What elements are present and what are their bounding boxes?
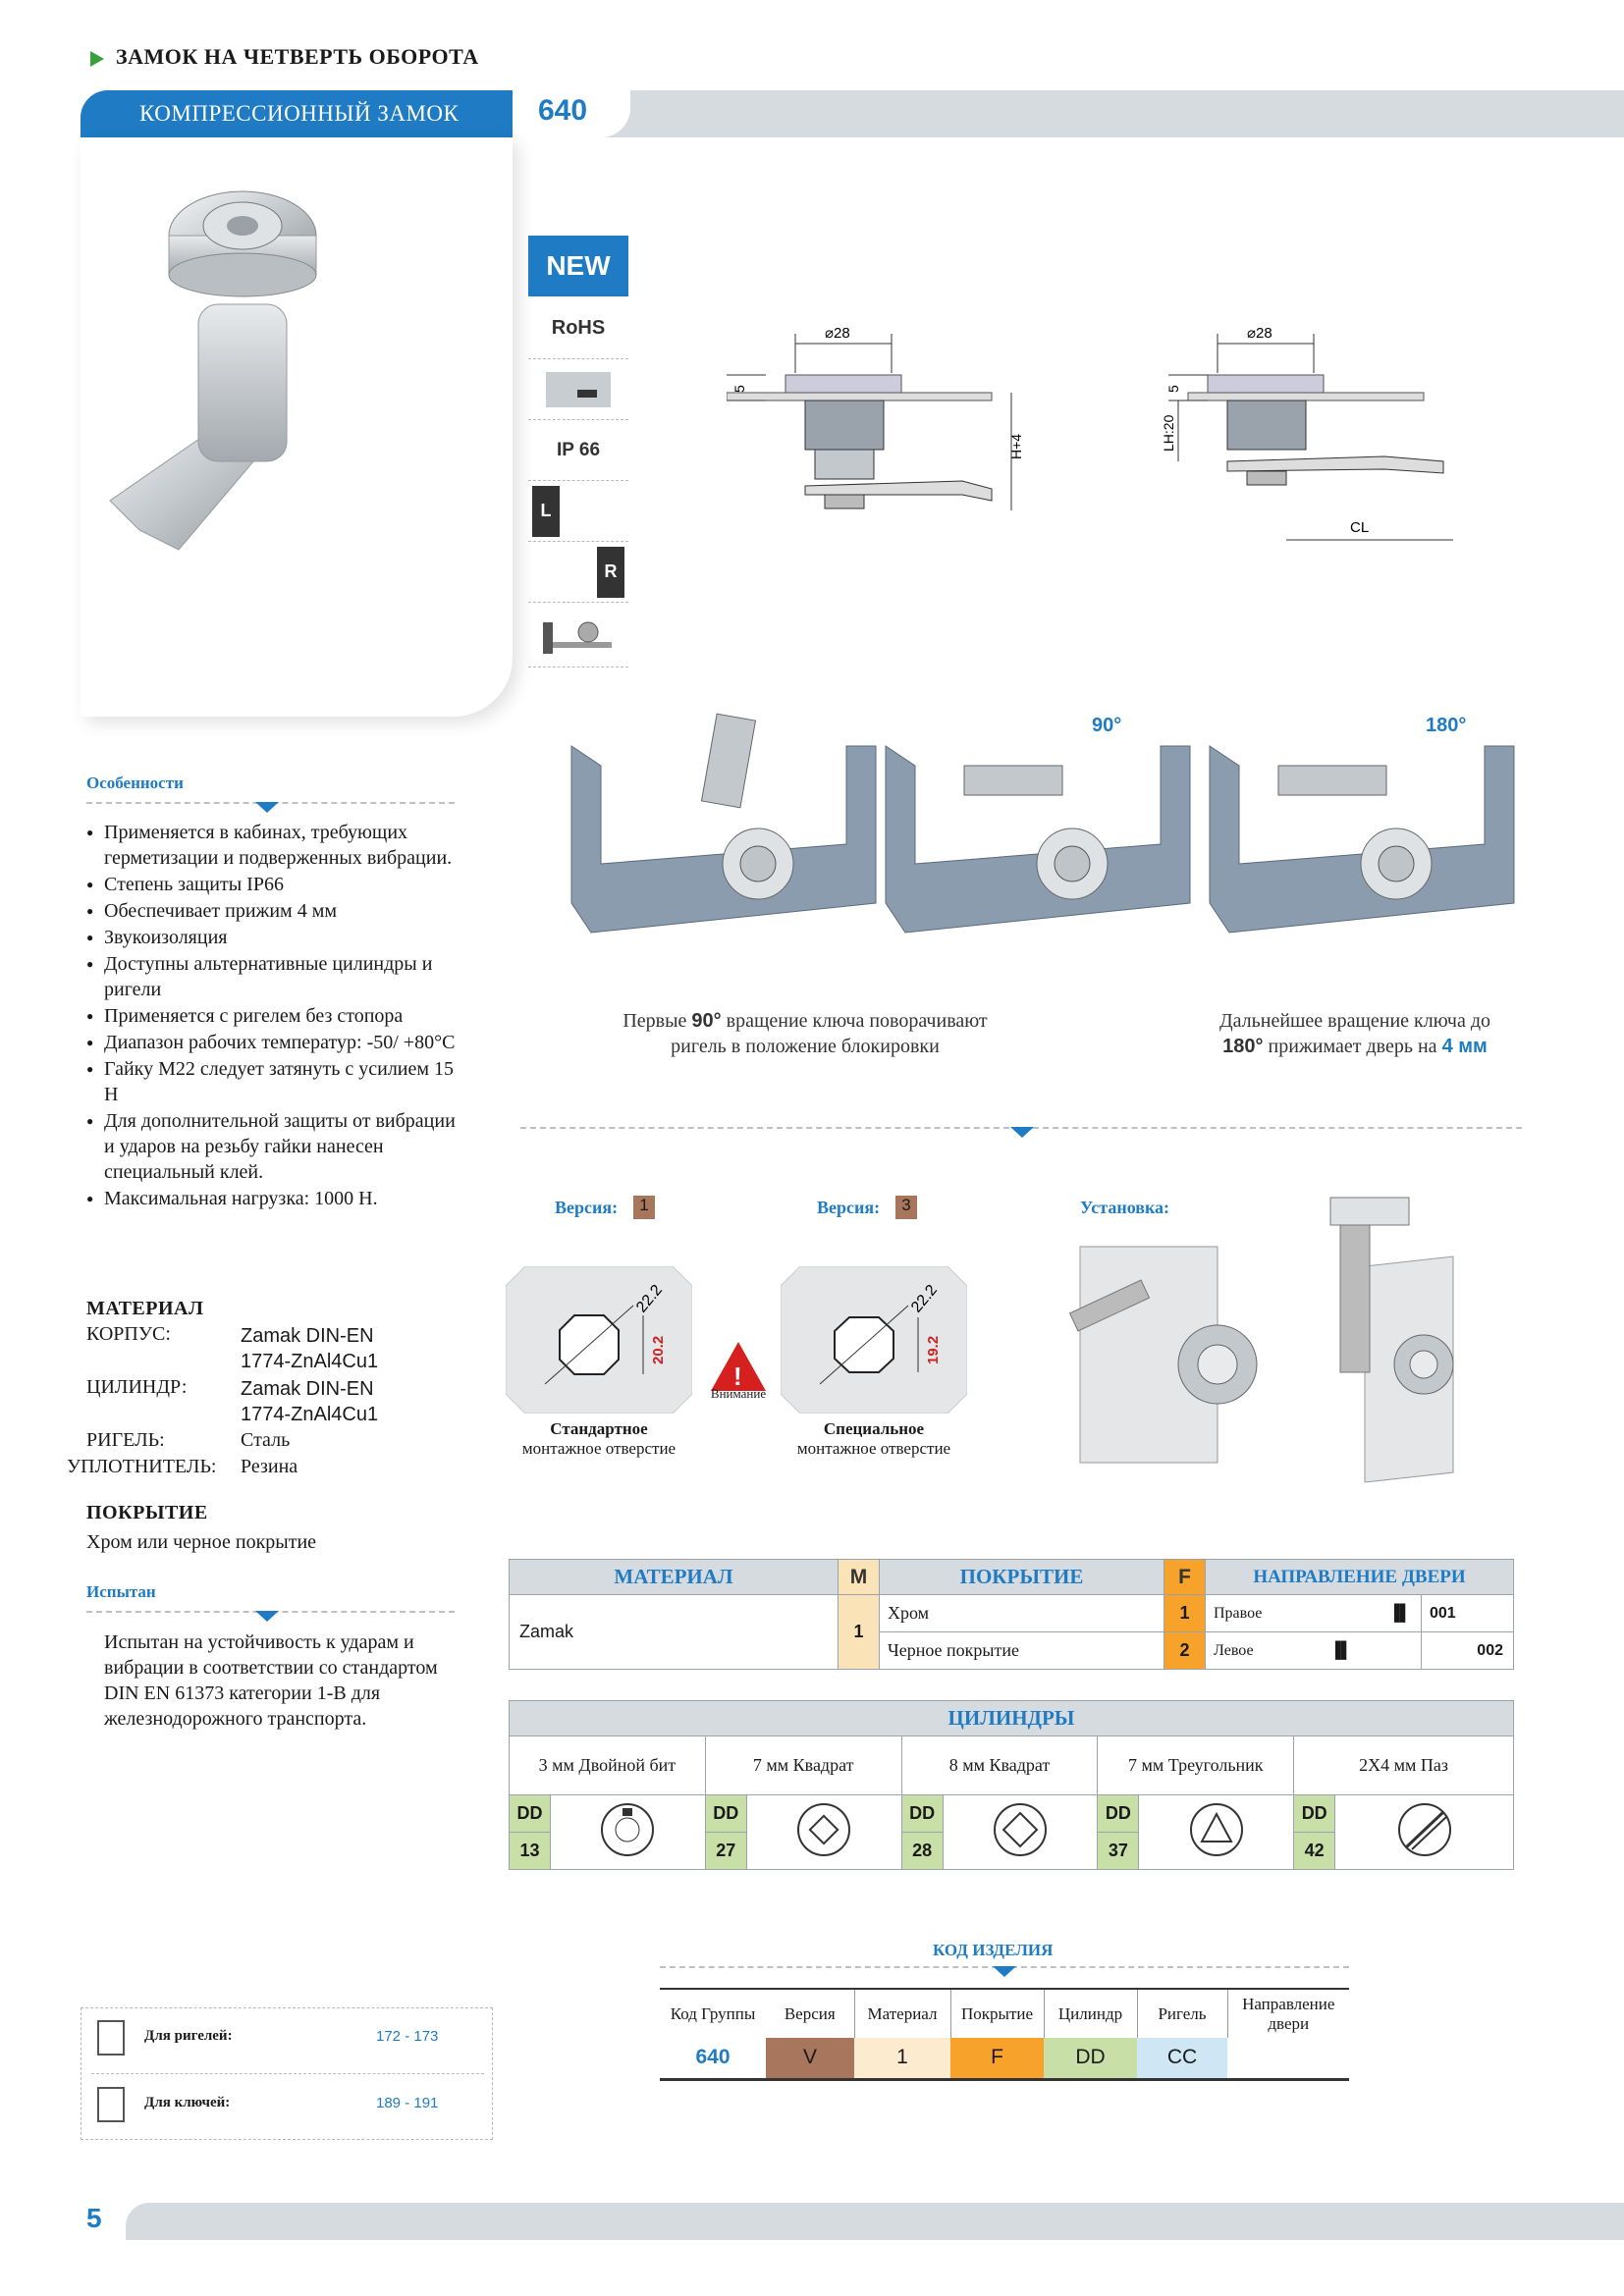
features-list xyxy=(86,820,460,1212)
cabinet-step-0 xyxy=(571,714,876,933)
compression-badge xyxy=(528,603,628,667)
cylinder-triangle-icon xyxy=(1139,1795,1294,1870)
feature-item: ● Применяется в кабинах, требующих герметизации и подверженных вибрации. xyxy=(86,820,460,871)
version1-label: Версия: xyxy=(555,1198,619,1217)
options-table xyxy=(509,1559,1514,1670)
feature-item: ● Максимальная нагрузка: 1000 Н. xyxy=(86,1186,460,1211)
hole2-dim-b: 19.2 xyxy=(925,1335,942,1364)
tested-list xyxy=(86,1629,455,1732)
reference-pages-link[interactable]: 189 - 191 xyxy=(376,2095,439,2111)
coating-text: Хром или черное покрытие xyxy=(86,1531,317,1553)
references-box xyxy=(81,2007,493,2140)
standard-hole-drawing xyxy=(506,1266,692,1414)
caption1-degree: 90° xyxy=(691,1010,722,1032)
tested-item: Испытан на устойчивость к ударам и вибрации в соответствии со стандартом DIN EN 61373 категории 1-B для железнодорожного транспорта. xyxy=(104,1631,438,1730)
door-code: 001 xyxy=(1422,1595,1514,1632)
cabinet-step-180 xyxy=(1210,746,1514,933)
standard-hole-sub: монтажное отверстие xyxy=(521,1439,677,1458)
document-icon xyxy=(97,2087,125,2122)
right-hand-badge xyxy=(528,542,628,603)
cylinder-code: 28 xyxy=(901,1833,943,1870)
feature-item: ● Применяется с ригелем без стопора xyxy=(86,1003,460,1029)
footer-bar xyxy=(126,2203,1624,2240)
tested-heading: Испытан xyxy=(86,1582,156,1601)
caption2-degree: 180° xyxy=(1222,1036,1264,1057)
document-icon xyxy=(97,2020,125,2056)
cylinder-double-bit-icon xyxy=(551,1795,706,1870)
svg-text:!: ! xyxy=(733,1362,742,1391)
cylinder-prefix: DD xyxy=(1098,1795,1139,1833)
cylinder-code: 27 xyxy=(705,1833,746,1870)
dimension-drawing-2 xyxy=(1149,314,1473,550)
reference-label: Для ригелей: xyxy=(144,2028,233,2044)
right-door-icon: ▐▌ xyxy=(1388,1604,1411,1622)
ip66-icon: IP 66 xyxy=(556,439,601,460)
lh-label: LH:20 xyxy=(1161,414,1176,452)
feature-item: ● Для дополнительной защиты от вибрации и ударов на резьбу гайки нанесен специальный клей. xyxy=(86,1108,460,1185)
version3-label: Версия: xyxy=(817,1198,881,1217)
rotation-caption-1: Первые 90° вращение ключа поворачивают ригель в положение блокировки xyxy=(623,1010,988,1057)
coating-heading: ПОКРЫТИЕ xyxy=(86,1502,208,1523)
thickness-label-2: 5 xyxy=(1165,385,1181,393)
caption2-mm: 4 мм xyxy=(1441,1036,1488,1057)
thickness-label-1: 5 xyxy=(731,385,747,393)
divider-rotation-marker-icon xyxy=(1010,1127,1034,1138)
product-code-heading: КОД ИЗДЕЛИЯ xyxy=(933,1941,1054,1959)
cl-label: CL xyxy=(1350,519,1370,536)
code-header: Материал xyxy=(854,1989,950,2038)
cylinder-prefix: DD xyxy=(901,1795,943,1833)
feature-item: ● Гайку М22 следует затянуть с усилием 15 Н xyxy=(86,1056,460,1107)
cylinder-square8-icon xyxy=(943,1795,1098,1870)
code-header: Код Группы xyxy=(670,2003,756,2023)
references-divider xyxy=(91,2073,484,2074)
features-heading: Особенности xyxy=(86,774,184,792)
version3-number: 3 xyxy=(895,1196,917,1219)
code-header: Версия xyxy=(784,2003,836,2023)
product-name-banner xyxy=(81,90,513,137)
cylinder-prefix: DD xyxy=(510,1795,551,1833)
height-label: H+4 xyxy=(1008,433,1024,459)
cylinder-name: 3 мм Двойной бит xyxy=(510,1736,706,1795)
feature-item: ● Обеспечивает прижим 4 мм xyxy=(86,898,460,924)
rohs-badge xyxy=(528,298,628,359)
m-col-header: M xyxy=(839,1560,880,1595)
compression-icon xyxy=(539,613,618,658)
product-photo-card xyxy=(81,137,513,717)
product-code-marker-icon xyxy=(993,1966,1016,1977)
cylinder-slot-icon xyxy=(1335,1795,1514,1870)
code-header: Покрытие xyxy=(950,1989,1044,2038)
rotation-90-icon: 90° xyxy=(1092,715,1122,736)
left-door-icon: ▐▌ xyxy=(1329,1641,1352,1659)
door-name: Левое ▐▌ xyxy=(1206,1632,1422,1670)
code-value-material: 1 xyxy=(854,2038,950,2079)
dimension-drawing-1 xyxy=(727,314,1110,530)
cylinders-table xyxy=(509,1700,1514,1870)
cylinder-name: 7 мм Треугольник xyxy=(1098,1736,1294,1795)
coating-code: 2 xyxy=(1164,1632,1206,1670)
new-badge: NEW xyxy=(528,236,628,296)
code-header: Направление двери xyxy=(1227,1989,1349,2038)
features-marker-icon xyxy=(255,802,279,813)
reference-label: Для ключей: xyxy=(144,2095,231,2110)
rotation-illustrations xyxy=(562,707,1543,962)
panel-mount-icon xyxy=(544,368,613,411)
code-header: Ригель xyxy=(1137,1989,1227,2038)
material-code: 1 xyxy=(839,1595,880,1670)
lock-photo-icon xyxy=(81,137,513,717)
install-label: Установка: xyxy=(1080,1198,1170,1217)
door-name: Правое ▐▌ xyxy=(1206,1595,1422,1632)
version1-number: 1 xyxy=(633,1196,655,1219)
rotation-caption-2: Дальнейшее вращение ключа до 180° прижимает дверь на 4 мм xyxy=(1218,1010,1491,1057)
diameter-label-1: ⌀28 xyxy=(825,325,850,342)
product-code-table xyxy=(660,1988,1349,2081)
code-header: Цилиндр xyxy=(1044,1989,1137,2038)
hole2-dim-a: 22.2 xyxy=(908,1281,942,1316)
material-label-cam: РИГЕЛЬ: xyxy=(86,1429,165,1451)
rohs-icon: RoHS xyxy=(551,317,606,339)
coating-col-header: ПОКРЫТИЕ xyxy=(880,1560,1164,1595)
code-value-cam: CC xyxy=(1137,2038,1227,2079)
door-col-header: НАПРАВЛЕНИЕ ДВЕРИ xyxy=(1206,1560,1514,1595)
cylinder-name: 7 мм Квадрат xyxy=(705,1736,901,1795)
coating-name: Черное покрытие xyxy=(880,1632,1164,1670)
material-value-cam: Сталь xyxy=(241,1429,291,1451)
product-name: КОМПРЕССИОННЫЙ ЗАМОК xyxy=(139,101,460,126)
diameter-label-2: ⌀28 xyxy=(1247,325,1272,342)
cylinder-code: 42 xyxy=(1294,1833,1335,1870)
hole1-dim-b: 20.2 xyxy=(650,1335,667,1364)
material-label-seal: УПЛОТНИТЕЛЬ: xyxy=(67,1456,217,1477)
left-hand-badge xyxy=(528,481,628,542)
feature-item: ● Диапазон рабочих температур: -50/ +80°С xyxy=(86,1030,460,1055)
rotation-180-icon: 180° xyxy=(1426,715,1467,736)
material-label-body: КОРПУС: xyxy=(86,1323,171,1345)
feature-item: ● Доступны альтернативные цилиндры и ригели xyxy=(86,951,460,1002)
special-hole-drawing xyxy=(781,1266,967,1414)
warning-text: Внимание xyxy=(710,1386,767,1401)
left-hand-icon: L xyxy=(532,486,560,537)
tested-marker-icon xyxy=(255,1611,279,1622)
material-value-cylinder: Zamak DIN-EN 1774-ZnAl4Cu1 xyxy=(241,1378,379,1425)
material-value-seal: Резина xyxy=(241,1456,298,1477)
standard-hole-caption xyxy=(506,1419,692,1459)
right-hand-icon: R xyxy=(597,547,624,598)
cylinder-code: 37 xyxy=(1098,1833,1139,1870)
page-number: 5 xyxy=(86,2203,102,2233)
code-value-group: 640 xyxy=(695,2046,731,2069)
section-arrow-icon xyxy=(90,51,104,67)
door-code: 002 xyxy=(1422,1632,1514,1670)
cylinder-prefix: DD xyxy=(1294,1795,1335,1833)
cylinder-name: 8 мм Квадрат xyxy=(901,1736,1098,1795)
coating-code: 1 xyxy=(1164,1595,1206,1632)
material-heading: МАТЕРИАЛ xyxy=(86,1298,204,1319)
material-value: Zamak xyxy=(510,1595,839,1670)
code-value-door xyxy=(1227,2038,1349,2079)
ip66-badge xyxy=(528,420,628,481)
coating-name: Хром xyxy=(880,1595,1164,1632)
panel-mount-badge xyxy=(528,359,628,420)
section-title: ЗАМОК НА ЧЕТВЕРТЬ ОБОРОТА xyxy=(116,44,479,69)
code-value-coating: F xyxy=(950,2038,1044,2079)
code-value-version: V xyxy=(766,2038,854,2079)
cylinders-header: ЦИЛИНДРЫ xyxy=(510,1701,1514,1736)
f-col-header: F xyxy=(1164,1560,1206,1595)
standard-hole-title: Стандартное xyxy=(550,1419,648,1438)
material-col-header: МАТЕРИАЛ xyxy=(510,1560,839,1595)
cabinet-step-90 xyxy=(886,746,1190,933)
cylinder-code: 13 xyxy=(510,1833,551,1870)
hole1-dim-a: 22.2 xyxy=(633,1281,667,1316)
reference-pages-link[interactable]: 172 - 173 xyxy=(376,2028,439,2045)
code-value-cylinder: DD xyxy=(1044,2038,1137,2079)
special-hole-sub: монтажное отверстие xyxy=(796,1439,951,1458)
cylinder-square7-icon xyxy=(746,1795,901,1870)
cylinder-name: 2X4 мм Паз xyxy=(1294,1736,1514,1795)
feature-item: ● Степень защиты IP66 xyxy=(86,872,460,897)
special-hole-caption xyxy=(781,1419,967,1459)
special-hole-title: Специальное xyxy=(823,1419,925,1438)
material-label-cylinder: ЦИЛИНДР: xyxy=(86,1376,188,1398)
cylinder-prefix: DD xyxy=(705,1795,746,1833)
installation-illustration xyxy=(1051,1178,1512,1492)
product-code: 640 xyxy=(538,94,588,127)
material-value-body: Zamak DIN-EN 1774-ZnAl4Cu1 xyxy=(241,1325,379,1372)
feature-item: ● Звукоизоляция xyxy=(86,925,460,950)
